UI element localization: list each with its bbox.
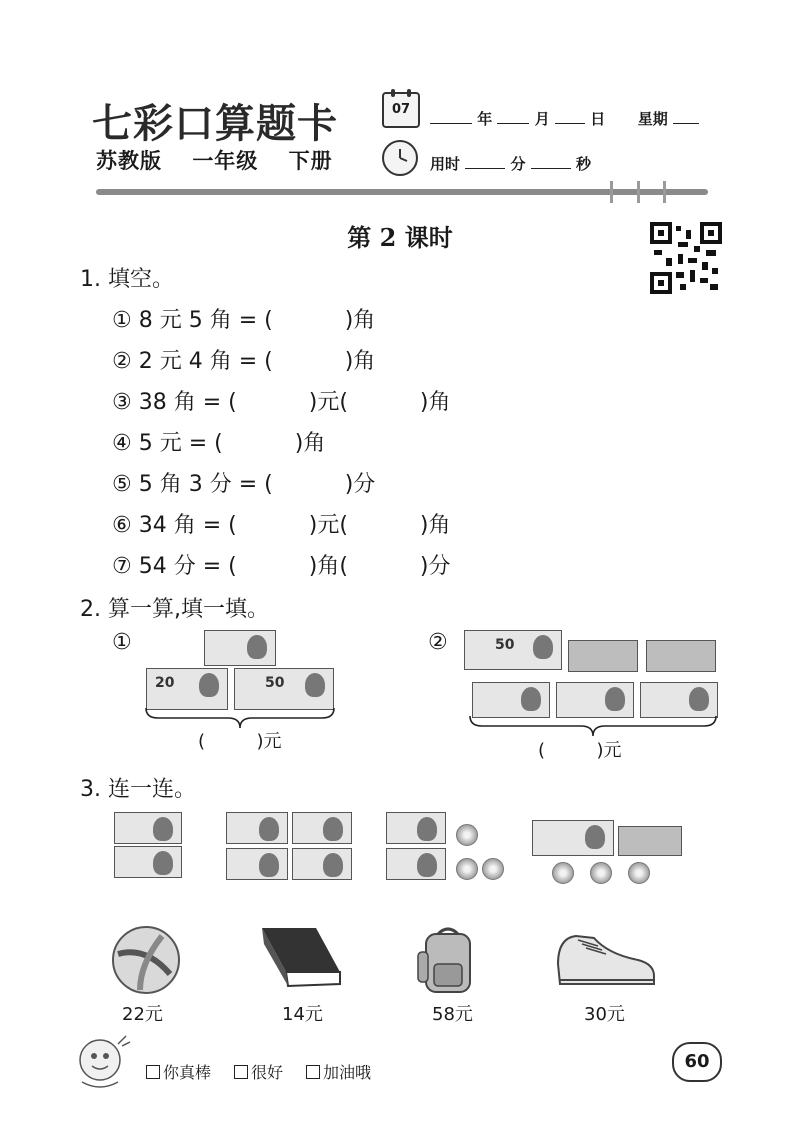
brand-title: 七彩口算题卡: [92, 100, 338, 147]
divider-beads: [0, 181, 800, 205]
time-label: 用时: [430, 155, 461, 173]
q1-item-7: [112, 549, 451, 580]
q1-item-5-num: ⑤: [112, 472, 132, 497]
q1-item-1: [112, 303, 375, 334]
volleyball-icon[interactable]: [110, 924, 182, 1000]
q2-part1-num: ①: [112, 630, 132, 655]
q1-item-3-text-b: )元(: [308, 390, 348, 415]
q1-item-2-text-a: 2 元 4 角 = (: [138, 349, 273, 374]
page-number: 60: [672, 1042, 722, 1082]
shoes-icon[interactable]: [554, 924, 658, 1000]
date-year-label: 年: [477, 110, 493, 128]
banknote-50-yuan-b: [464, 630, 562, 670]
backpack-icon[interactable]: [416, 924, 480, 1000]
price-shoes: 30元: [584, 1004, 625, 1025]
banknote-50-value: 50: [265, 675, 285, 691]
q1-item-2-text-b: )角: [344, 349, 376, 374]
q2-part2-brace: [468, 714, 718, 738]
q1-item-2: [112, 344, 375, 375]
q1-item-1-text-b: )角: [344, 308, 376, 333]
checkbox-keep-going-label: 加油哦: [323, 1063, 372, 1082]
banknote-1-yuan-d: [640, 682, 718, 718]
lesson-title: 第 2 课时: [347, 223, 453, 252]
mascot-icon: [72, 1030, 136, 1098]
checkbox-good-label: 很好: [251, 1063, 284, 1082]
q1-item-6-text-b: )元(: [308, 513, 348, 538]
calendar-number: 07: [391, 102, 411, 117]
q1-item-7-text-c: )分: [419, 554, 451, 579]
q1-item-5-text-b: )分: [344, 472, 376, 497]
q2-title: 2. 算一算,填一填。: [80, 597, 269, 622]
banknote-50b-value: 50: [495, 637, 515, 653]
q1-item-5: [112, 467, 375, 498]
banknote-1-jiao-b: [646, 640, 716, 672]
date-day-label: 日: [590, 110, 606, 128]
q2-part1-answer-open: (: [198, 731, 206, 752]
qr-code[interactable]: [650, 222, 722, 294]
price-book: 14元: [282, 1004, 323, 1025]
checkbox-keep-going-box[interactable]: [306, 1065, 320, 1079]
q1-item-6-text-a: 34 角 = (: [138, 513, 237, 538]
q1-item-6: [112, 508, 451, 539]
checkbox-great[interactable]: [146, 1060, 211, 1083]
q1-item-3: [112, 385, 451, 416]
edition-volume: 下册: [288, 149, 333, 173]
q1-item-7-num: ⑦: [112, 554, 132, 579]
q1-item-7-text-b: )角(: [308, 554, 348, 579]
banknote-1-jiao-a: [568, 640, 638, 672]
calendar-icon: [382, 92, 420, 128]
banknote-1-yuan: [204, 630, 276, 666]
q1-title: 1. 填空。: [80, 267, 174, 292]
q1-item-4-num: ④: [112, 431, 132, 456]
book-icon[interactable]: [258, 924, 344, 1000]
checkbox-great-label: 你真棒: [163, 1063, 212, 1082]
q3-title: 3. 连一连。: [80, 777, 196, 802]
banknote-1-yuan-c: [556, 682, 634, 718]
edition-grade: 一年级: [192, 149, 259, 173]
banknote-1-yuan-b: [472, 682, 550, 718]
checkbox-keep-going[interactable]: [306, 1060, 371, 1083]
q2-part2-answer-open: (: [538, 740, 546, 761]
q1-item-6-num: ⑥: [112, 513, 132, 538]
clock-icon: [382, 140, 418, 176]
time-line: [430, 153, 591, 174]
q1-item-4: [112, 426, 325, 457]
q2-part2-answer-close: )元: [596, 740, 622, 761]
q2-part1-answer-close: )元: [256, 731, 282, 752]
checkbox-good[interactable]: [234, 1060, 283, 1083]
q1-item-4-text-a: 5 元 = (: [138, 431, 223, 456]
banknote-20-yuan: [146, 668, 228, 710]
q1-item-1-text-a: 8 元 5 角 = (: [138, 308, 273, 333]
date-month-label: 月: [534, 110, 550, 128]
q1-item-3-text-c: )角: [419, 390, 451, 415]
edition-line: [96, 145, 355, 175]
banknote-50-yuan: [234, 668, 334, 710]
q2-part2-answer: [538, 736, 622, 762]
checkbox-great-box[interactable]: [146, 1065, 160, 1079]
q1-item-4-text-b: )角: [294, 431, 326, 456]
q1-item-3-text-a: 38 角 = (: [138, 390, 237, 415]
q1-item-3-num: ③: [112, 390, 132, 415]
q1-item-6-text-c: )角: [419, 513, 451, 538]
q2-part1-answer: [198, 727, 282, 753]
checkbox-good-box[interactable]: [234, 1065, 248, 1079]
date-weekday-label: 星期: [637, 110, 668, 128]
time-minute-label: 分: [510, 155, 526, 173]
q2-part2-num: ②: [428, 630, 448, 655]
date-line: [430, 108, 699, 129]
q1-item-2-num: ②: [112, 349, 132, 374]
edition-publisher: 苏教版: [96, 149, 162, 173]
q1-item-7-text-a: 54 分 = (: [138, 554, 237, 579]
price-backpack: 58元: [432, 1004, 473, 1025]
time-second-label: 秒: [575, 155, 591, 173]
q1-item-1-num: ①: [112, 308, 132, 333]
price-volleyball: 22元: [122, 1004, 163, 1025]
q1-item-5-text-a: 5 角 3 分 = (: [138, 472, 273, 497]
banknote-20-value: 20: [155, 675, 175, 691]
